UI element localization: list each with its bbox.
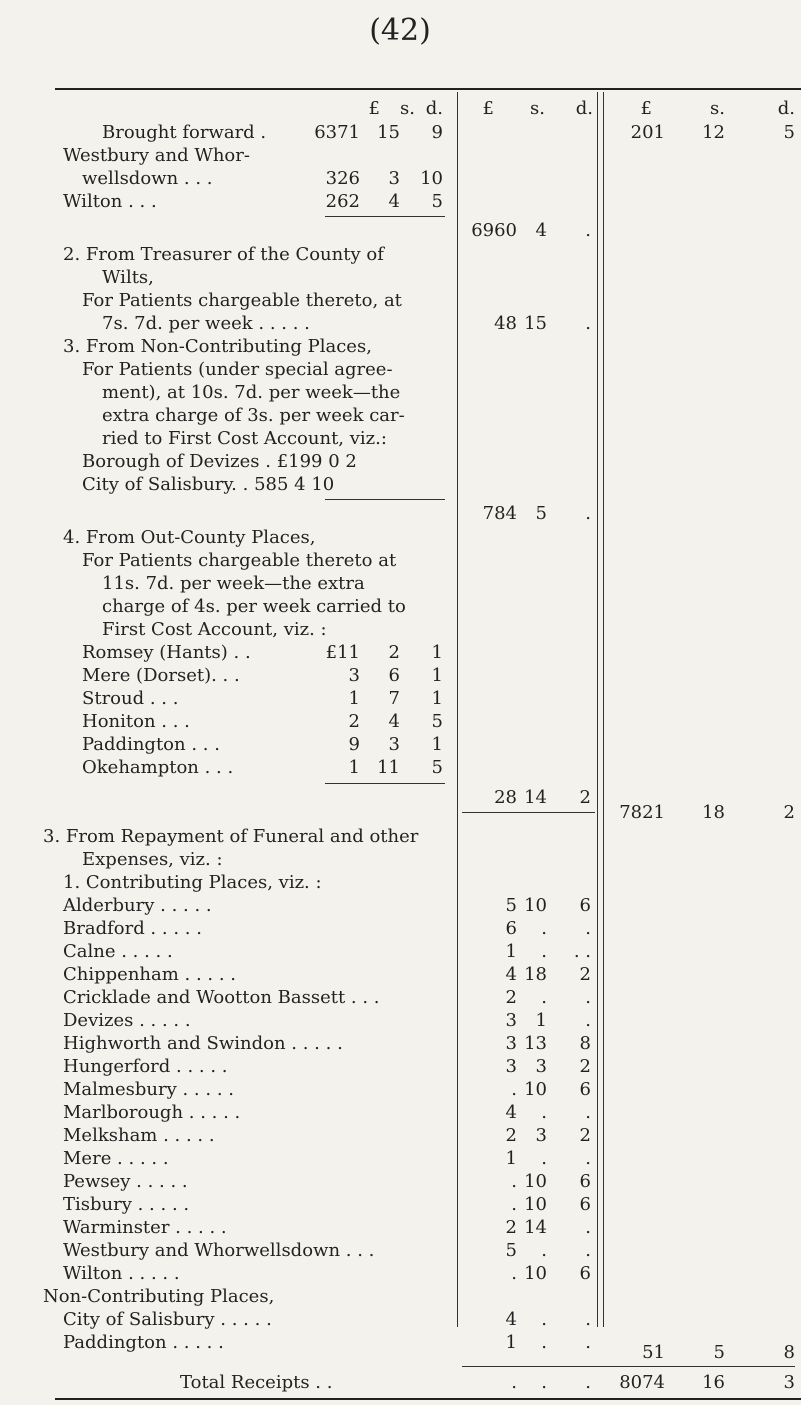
section4-item-d: 1 [431, 688, 443, 709]
section5-item-s: 1 [535, 1010, 547, 1031]
section3-line4: extra charge of 3s. per week car- [102, 405, 405, 426]
section5-item2-label: City of Salisbury . . . . . [63, 1309, 272, 1330]
section5-total-pounds: 51 [642, 1342, 665, 1363]
col-divider-3 [603, 92, 604, 1327]
section4-item-pounds: 3 [348, 665, 360, 686]
section5-line1: 3. From Repayment of Funeral and other [43, 826, 419, 847]
section5-item-d: 6 [579, 1079, 591, 1100]
total-receipts-mid-s: . [541, 1372, 547, 1393]
section4-item-label: Honiton . . . [82, 711, 190, 732]
section4-item-s: 11 [377, 757, 400, 778]
bottom-rule [55, 1398, 801, 1400]
westbury-line1: Westbury and Whor- [63, 145, 250, 166]
section5-item2-pounds: 1 [505, 1332, 517, 1353]
noncontributing-heading: Non-Contributing Places, [43, 1286, 275, 1307]
page-number: (42) [369, 13, 431, 48]
section1-total-s: 4 [535, 220, 547, 241]
westbury-s: 3 [388, 168, 400, 189]
section4-item-s: 2 [388, 642, 400, 663]
section5-item-d: 6 [579, 895, 591, 916]
brought-forward-right-s: 12 [702, 122, 725, 143]
section5-item-s: 10 [524, 895, 547, 916]
section4-total-s: 14 [524, 787, 547, 808]
section5-item-pounds: 1 [505, 1148, 517, 1169]
section3-line5: ried to First Cost Account, viz.: [102, 428, 387, 449]
section5-item-s: . [541, 1240, 547, 1261]
section5-item-pounds: 3 [505, 1010, 517, 1031]
header-col2-s: s. [530, 98, 545, 119]
header-col2-d: d. [575, 98, 593, 119]
section4-rule [325, 783, 445, 784]
section4-line1: 4. From Out-County Places, [63, 527, 316, 548]
header-col3-pound: £ [640, 98, 652, 119]
section2-line3: For Patients chargeable thereto, at [82, 290, 402, 311]
section1-total-d: . [585, 220, 591, 241]
section4-item-pounds: 1 [348, 688, 360, 709]
section4-item-pounds: £11 [325, 642, 360, 663]
section4-item-d: 1 [431, 665, 443, 686]
section5-item-label: Marlborough . . . . . [63, 1102, 241, 1123]
section5-item-d: . [585, 1010, 591, 1031]
westbury-line2: wellsdown . . . [82, 168, 213, 189]
section5-item-s: . [541, 918, 547, 939]
brought-forward-s: 15 [377, 122, 400, 143]
section5-item-pounds: 4 [505, 1102, 517, 1123]
section5-total-d: 8 [783, 1342, 795, 1363]
section5-item2-d: . [585, 1332, 591, 1353]
section4-grand-s: 18 [702, 802, 725, 823]
total-receipts-mid-pounds: . [511, 1372, 517, 1393]
section5-item-d: 8 [579, 1033, 591, 1054]
section5-item-s: 13 [524, 1033, 547, 1054]
section4-grand-pounds: 7821 [619, 802, 665, 823]
total-receipts-d: 3 [783, 1372, 795, 1393]
section5-item-label: Wilton . . . . . [63, 1263, 180, 1284]
section5-item-d: 2 [579, 1125, 591, 1146]
section2-total-s: 15 [524, 313, 547, 334]
section3-line3: ment), at 10s. 7d. per week—the [102, 382, 401, 403]
section5-item-d: . [585, 1217, 591, 1238]
section4-item-d: 5 [431, 711, 443, 732]
section5-item-label: Mere . . . . . [63, 1148, 169, 1169]
section2-line2: Wilts, [102, 267, 154, 288]
section4-col2-rule [462, 812, 595, 813]
section5-item-pounds: 3 [505, 1056, 517, 1077]
section5-item-s: 3 [535, 1125, 547, 1146]
section5-item-pounds: 6 [505, 918, 517, 939]
section5-item-d: . [585, 1240, 591, 1261]
section5-item-label: Calne . . . . . [63, 941, 173, 962]
section5-item-label: Melksham . . . . . [63, 1125, 215, 1146]
section5-item-s: . [541, 987, 547, 1008]
section5-item-d: . [585, 918, 591, 939]
section4-item-s: 3 [388, 734, 400, 755]
section5-line2: Expenses, viz. : [82, 849, 223, 870]
brought-forward-right-pounds: 201 [630, 122, 665, 143]
brought-forward-pounds: 6371 [314, 122, 360, 143]
section5-item-d: . [585, 1148, 591, 1169]
section5-item-label: Pewsey . . . . . [63, 1171, 188, 1192]
section4-line4: charge of 4s. per week carried to [102, 596, 406, 617]
section5-item-s: 14 [524, 1217, 547, 1238]
section4-grand-d: 2 [783, 802, 795, 823]
section5-item-s: 18 [524, 964, 547, 985]
total-receipts-s: 16 [702, 1372, 725, 1393]
section5-item-label: Warminster . . . . . [63, 1217, 227, 1238]
footer-rule [462, 1366, 795, 1367]
section4-line3: 11s. 7d. per week—the extra [102, 573, 365, 594]
westbury-d: 10 [420, 168, 443, 189]
section5-item-label: Hungerford . . . . . [63, 1056, 228, 1077]
brought-forward-right-d: 5 [783, 122, 795, 143]
section4-item-pounds: 9 [348, 734, 360, 755]
section4-item-pounds: 2 [348, 711, 360, 732]
section4-total-pounds: 28 [494, 787, 517, 808]
section5-item-label: Chippenham . . . . . [63, 964, 237, 985]
section5-item-s: 10 [524, 1263, 547, 1284]
section4-line2: For Patients chargeable thereto at [82, 550, 397, 571]
section5-item-label: Tisbury . . . . . [63, 1194, 190, 1215]
section3-total-d: . [585, 503, 591, 524]
section2-line1: 2. From Treasurer of the County of [63, 244, 384, 265]
section5-item-pounds: 2 [505, 1125, 517, 1146]
section5-item-pounds: 4 [505, 964, 517, 985]
section5-item-label: Highworth and Swindon . . . . . [63, 1033, 343, 1054]
section4-item-label: Mere (Dorset). . . [82, 665, 240, 686]
section5-item-label: Alderbury . . . . . [63, 895, 212, 916]
section5-item2-s: . [541, 1309, 547, 1330]
section4-item-pounds: 1 [348, 757, 360, 778]
section5-item-d: 6 [579, 1263, 591, 1284]
section3-line2: For Patients (under special agree- [82, 359, 393, 380]
section5-item-pounds: . [511, 1079, 517, 1100]
section4-item-d: 5 [431, 757, 443, 778]
section5-item-label: Westbury and Whorwellsdown . . . [63, 1240, 375, 1261]
section3-line1: 3. From Non-Contributing Places, [63, 336, 372, 357]
section5-item-pounds: . [511, 1171, 517, 1192]
section2-total-d: . [585, 313, 591, 334]
total-receipts-pounds: 8074 [619, 1372, 665, 1393]
brought-forward-d: 9 [431, 122, 443, 143]
section5-item-d: 6 [579, 1171, 591, 1192]
section5-item-pounds: 5 [505, 895, 517, 916]
section5-item-label: Devizes . . . . . [63, 1010, 191, 1031]
header-col2-pound: £ [482, 98, 494, 119]
section2-line4: 7s. 7d. per week . . . . . [102, 313, 310, 334]
section5-item-s: 10 [524, 1171, 547, 1192]
section5-item-label: Bradford . . . . . [63, 918, 202, 939]
section5-item-pounds: . [511, 1194, 517, 1215]
section4-item-d: 1 [431, 734, 443, 755]
section5-item-s: 3 [535, 1056, 547, 1077]
col-divider-1 [457, 92, 458, 1327]
section4-item-s: 6 [388, 665, 400, 686]
section5-item-pounds: 1 [505, 941, 517, 962]
section4-item-label: Romsey (Hants) . . [82, 642, 251, 663]
section4-item-label: Okehampton . . . [82, 757, 234, 778]
wilton-label: Wilton . . . [63, 191, 157, 212]
section3-total-s: 5 [535, 503, 547, 524]
section3-rule [325, 499, 445, 500]
section4-item-s: 4 [388, 711, 400, 732]
section5-item-s: 10 [524, 1079, 547, 1100]
section2-total-pounds: 48 [494, 313, 517, 334]
section3-salisbury: City of Salisbury. . 585 4 10 [82, 474, 335, 495]
section5-item-s: 10 [524, 1194, 547, 1215]
section5-item-pounds: 5 [505, 1240, 517, 1261]
section4-item-d: 1 [431, 642, 443, 663]
section5-line3: 1. Contributing Places, viz. : [63, 872, 322, 893]
section5-item-s: . [541, 1102, 547, 1123]
section5-item-s: . [541, 941, 547, 962]
top-rule [55, 88, 801, 90]
section5-item-d: 6 [579, 1194, 591, 1215]
section5-item-pounds: 2 [505, 987, 517, 1008]
section4-item-label: Stroud . . . [82, 688, 179, 709]
section5-item-pounds: 2 [505, 1217, 517, 1238]
westbury-pounds: 326 [325, 168, 360, 189]
header-col3-s: s. [710, 98, 725, 119]
section1-rule [325, 216, 445, 217]
section5-item-pounds: 3 [505, 1033, 517, 1054]
section4-line5: First Cost Account, viz. : [102, 619, 327, 640]
section4-item-label: Paddington . . . [82, 734, 220, 755]
section5-item2-s: . [541, 1332, 547, 1353]
header-d: d. [425, 98, 443, 119]
section3-total-pounds: 784 [482, 503, 517, 524]
section5-item-d: 2 [579, 964, 591, 985]
wilton-d: 5 [431, 191, 443, 212]
section4-total-d: 2 [579, 787, 591, 808]
section5-item-pounds: . [511, 1263, 517, 1284]
section3-devizes: Borough of Devizes . £199 0 2 [82, 451, 357, 472]
section5-item2-label: Paddington . . . . . [63, 1332, 224, 1353]
section5-item-d: . [585, 1102, 591, 1123]
section5-item-d: 2 [579, 1056, 591, 1077]
wilton-s: 4 [388, 191, 400, 212]
section5-total-s: 5 [713, 1342, 725, 1363]
header-s: s. [400, 98, 415, 119]
header-col3-d: d. [777, 98, 795, 119]
section5-item-d: . [585, 987, 591, 1008]
section5-item-d: . . [573, 941, 591, 962]
section5-item-s: . [541, 1148, 547, 1169]
section5-item-label: Cricklade and Wootton Bassett . . . [63, 987, 380, 1008]
section1-total-pounds: 6960 [471, 220, 517, 241]
total-receipts-mid-d: . [585, 1372, 591, 1393]
total-receipts-label: Total Receipts . . [180, 1372, 333, 1393]
section5-item2-pounds: 4 [505, 1309, 517, 1330]
section4-item-s: 7 [388, 688, 400, 709]
brought-forward-label: Brought forward . [102, 122, 267, 143]
section5-item2-d: . [585, 1309, 591, 1330]
wilton-pounds: 262 [325, 191, 360, 212]
section5-item-label: Malmesbury . . . . . [63, 1079, 234, 1100]
header-pound: £ [368, 98, 380, 119]
col-divider-2 [597, 92, 598, 1327]
